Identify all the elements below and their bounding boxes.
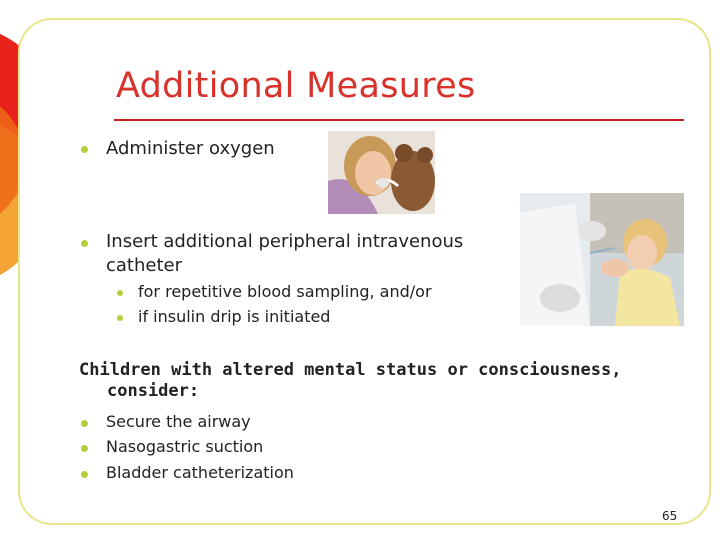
bullet-bladder-catheterization: Bladder catheterization	[106, 463, 294, 482]
bullet-dot	[81, 240, 88, 247]
sub-bullet-dot	[117, 290, 123, 296]
sub-bullet-dot	[117, 315, 123, 321]
bullet-secure-airway: Secure the airway	[106, 412, 251, 431]
bullet-dot	[81, 471, 88, 478]
section-heading	[79, 360, 621, 402]
bullet-insert-catheter-line1: Insert additional peripheral intravenous	[106, 231, 464, 252]
section-heading-line1: Children with altered mental status or consciousness,	[79, 360, 622, 380]
bullet-administer-oxygen: Administer oxygen	[106, 138, 275, 159]
page-number: 65	[662, 509, 678, 523]
sub-bullet-blood-sampling: for repetitive blood sampling, and/or	[138, 282, 432, 301]
bullet-nasogastric-suction: Nasogastric suction	[106, 437, 264, 456]
bullet-dot	[81, 146, 88, 153]
bullet-dot	[81, 420, 88, 427]
bullet-dot	[81, 445, 88, 452]
child-oxygen-photo	[328, 131, 435, 214]
title-underline	[114, 119, 684, 121]
sub-bullet-insulin-drip: if insulin drip is initiated	[138, 307, 331, 326]
child-iv-photo	[520, 193, 684, 326]
section-heading-line2: consider:	[107, 381, 200, 401]
bullet-insert-catheter-line2: catheter	[106, 255, 182, 276]
slide-title: Additional Measures	[116, 66, 476, 106]
